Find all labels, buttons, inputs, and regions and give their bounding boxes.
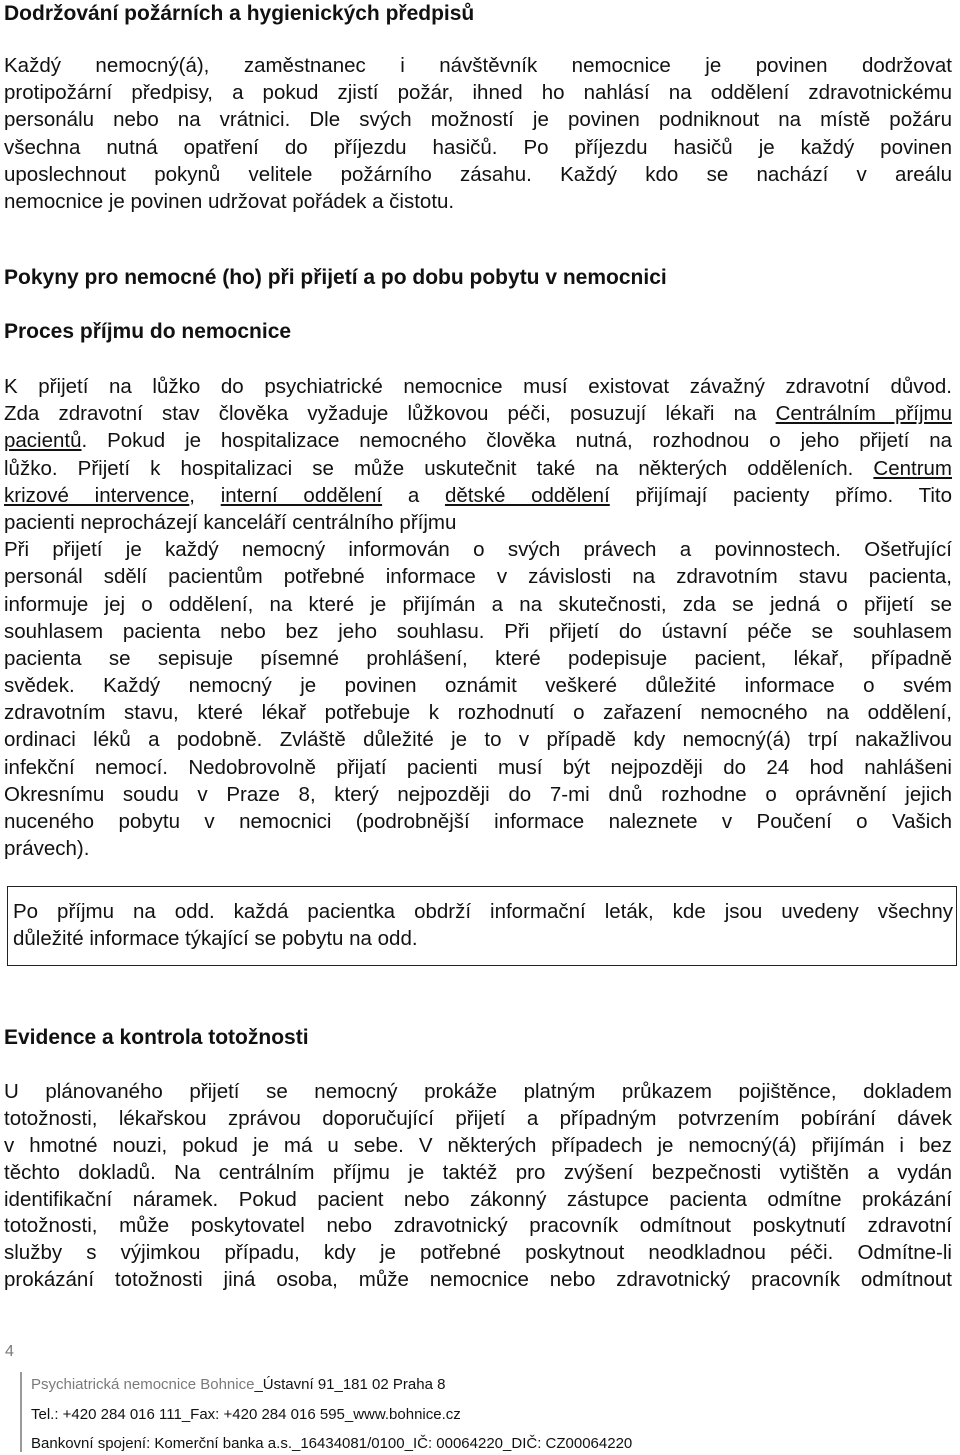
paragraph-line: ordinaci léků a podobně. Zvláště důležité je to v případě kdy nemocný(á) trpí nakažlivou <box>4 728 952 752</box>
hospital-address: _Ústavní 91_181 02 Praha 8 <box>254 1376 446 1393</box>
line-text: lůžko. Přijetí k hospitalizaci se může uskutečnit také na některých odděleních. <box>4 456 874 480</box>
paragraph-line: K přijetí na lůžko do psychiatrické nemocnice musí existovat závažný zdravotní důvod. <box>4 375 952 398</box>
paragraph-line: informuje jej o oddělení, na které je přijímán a na skutečnosti, zda se jedná o přijetí se <box>4 592 952 616</box>
fire-section-paragraph <box>4 52 952 215</box>
paragraph-line <box>4 400 952 427</box>
info-box-line: Po příjmu na odd. každá pacientka obdrží informační leták, kde jsou uvedeny všechny <box>13 900 953 923</box>
footer-bank-line: Bankovní spojení: Komerční banka a.s._16434081/0100_IČ: 00064220_DIČ: CZ00064220 <box>31 1435 633 1452</box>
identity-paragraph <box>4 1079 952 1294</box>
crisis-centre-link[interactable]: Centrum <box>873 456 952 480</box>
separator-text: a <box>382 483 445 507</box>
paragraph-line <box>4 455 952 482</box>
paragraph-line: personál sdělí pacientům potřebné informace v závislosti na zdravotním stavu pacienta, <box>4 565 952 589</box>
paragraph-line: v hmotné nouzi, pokud je má u sebe. V některých případech je nemocný(á) přijímán i bez <box>4 1133 952 1157</box>
instructions-heading: Pokyny pro nemocné (ho) při přijetí a po dobu pobytu v nemocnici <box>4 266 667 289</box>
identity-heading: Evidence a kontrola totožnosti <box>4 1026 309 1049</box>
childrens-department-link[interactable]: dětské oddělení <box>444 483 610 507</box>
paragraph-line: infekční nemocí. Nedobrovolně přijatí pacienti musí být nejpozději do 24 hod nahlášeni <box>4 755 952 779</box>
page-number: 4 <box>5 1343 14 1360</box>
paragraph-line: protipožární předpisy, a pokud zjistí požár, ihned ho nahlásí na oddělení zdravotnickému <box>4 81 952 105</box>
crisis-intervention-link[interactable]: krizové intervence <box>4 483 190 507</box>
paragraph-line: totožnosti, lékařskou zprávou doporučující přijetí a případným potvrzením pobírání dávek <box>4 1106 952 1130</box>
paragraph-line: pacienta se sepisuje písemné prohlášení, které podepisuje pacient, lékař, případně <box>4 646 952 670</box>
paragraph-line: nuceného pobytu v nemocnici (podrobnější informace naleznete v Poučení o Vašich <box>4 810 952 833</box>
paragraph-line: právech). <box>4 837 90 861</box>
central-admission-link[interactable]: Centrálním příjmu <box>775 402 952 426</box>
paragraph-line: Každý nemocný(á), zaměstnanec i návštěvník nemocnice je povinen dodržovat <box>4 54 952 77</box>
info-box-line: důležité informace týkající se pobytu na odd. <box>13 927 418 951</box>
paragraph-line: všechna nutná opatření do příjezdu hasičů. Po příjezdu hasičů je každý povinen <box>4 135 952 159</box>
fire-section-heading: Dodržování požárních a hygienických předpisů <box>4 2 475 25</box>
footer-divider <box>20 1372 22 1452</box>
paragraph-line: identifikační náramek. Pokud pacient nebo zákonný zástupce pacienta odmítne prokázání <box>4 1187 952 1211</box>
hospital-name: Psychiatrická nemocnice Bohnice <box>31 1376 255 1393</box>
paragraph-line <box>4 482 952 509</box>
paragraph-line: souhlasem pacienta nebo bez jeho souhlasu. Při přijetí do ústavní péče se souhlasem <box>4 619 952 643</box>
paragraph-line: služby s výjimkou případu, kdy je potřebné poskytnout neodkladnou péči. Odmítne-li <box>4 1241 952 1265</box>
internal-department-link[interactable]: interní oddělení <box>220 483 383 507</box>
admission-heading: Proces příjmu do nemocnice <box>4 320 292 343</box>
paragraph-line: svědek. Každý nemocný je povinen oznámit veškeré důležité informace o svém <box>4 674 952 698</box>
line-text: Zda zdravotní stav člověka vyžaduje lůžkovou péči, posuzují lékaři na <box>4 402 776 426</box>
paragraph-line: Při přijetí je každý nemocný informován o svých právech a povinnostech. Ošetřující <box>4 538 952 562</box>
footer-address-line <box>31 1376 445 1394</box>
info-box <box>7 886 957 966</box>
footer-contact-line: Tel.: +420 284 016 111_Fax: +420 284 016 595_www.bohnice.cz <box>31 1406 461 1423</box>
separator-text: , <box>189 483 221 507</box>
paragraph-line: prokázání totožnosti jiná osoba, může nemocnice nebo zdravotnický pracovník odmítnout <box>4 1268 952 1292</box>
line-text: . Pokud je hospitalizace nemocného člověka nutná, rozhodnou o jeho přijetí na <box>81 429 952 453</box>
paragraph-line <box>4 427 952 454</box>
paragraph-line: těchto dokladů. Na centrálním příjmu je taktéž pro zvýšení bezpečnosti vytištěn a vydán <box>4 1160 952 1184</box>
paragraph-line: Okresnímu soudu v Praze 8, který nejpozději do 7-mi dnů rozhodne o oprávnění jejich <box>4 782 952 806</box>
paragraph-line: zdravotním stavu, které lékař potřebuje k rozhodnutí o zařazení nemocného na oddělení, <box>4 701 952 725</box>
paragraph-line: U plánovaného přijetí se nemocný prokáže platným průkazem pojištěnce, dokladem <box>4 1080 952 1103</box>
paragraph-line: totožnosti, může poskytovatel nebo zdravotnický pracovník odmítnout poskytnutí zdravotní <box>4 1214 952 1238</box>
line-text: přijímají pacienty přímo. Tito <box>609 483 952 507</box>
paragraph-line: personálu nebo na vrátnici. Dle svých možností je povinen podniknout na místě požáru <box>4 108 952 132</box>
admission-paragraph <box>4 373 952 862</box>
patients-link[interactable]: pacientů <box>4 429 82 453</box>
paragraph-line: uposlechnout pokynů velitele požárního zásahu. Každý kdo se nachází v areálu <box>4 162 952 186</box>
paragraph-line: nemocnice je povinen udržovat pořádek a čistotu. <box>4 189 455 213</box>
paragraph-line: pacienti neprocházejí kanceláří centrálního příjmu <box>4 510 457 534</box>
